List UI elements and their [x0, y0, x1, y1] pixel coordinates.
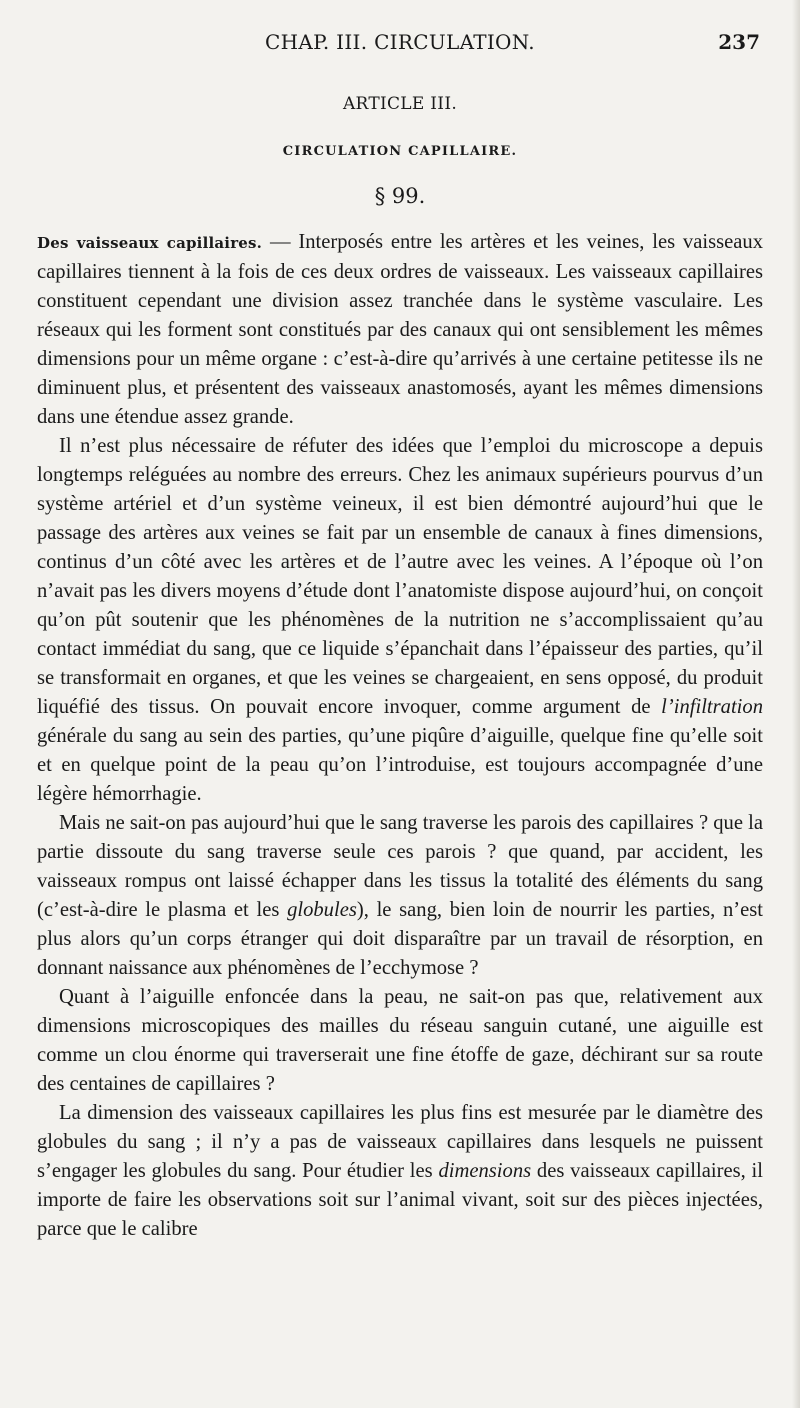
paragraph-text: Mais ne sait-on pas aujourd’hui que le sang traverse les parois des capillaires ? que la partie dissoute du sang traverse seule ces parois ? que quand, par accident, les vaisseaux rompus ont laissé échapper dans les tissus la totalité des éléments du sang (c’est-à-dire le plasma et les — [37, 812, 763, 921]
body-text — [37, 228, 763, 1244]
paragraph-text: La dimension des vaisseaux capillaires les plus fins est mesurée par le diamètre des globules du sang ; il n’y a pas de vaisseaux capillaires dans lesquels ne puissent s’engager les globules du sang. Pour étudier les — [37, 1102, 763, 1182]
paragraph-text-after: ), le sang, bien loin de nourrir les parties, n’est plus alors qu’un corps étranger qui doit disparaître par un travail de résorption, en donnant naissance aux phénomènes de l’ecchymose ? — [37, 899, 764, 979]
paragraph-text-after: des vaisseaux capillaires, il importe de faire les observations soit sur l’animal vivant, soit sur des pièces injectées, parce que le calibre — [37, 1160, 763, 1240]
page-number: 237 — [718, 30, 760, 54]
paragraph-3 — [37, 809, 763, 983]
paragraph-lead: Des vaisseaux capillaires. — [37, 234, 263, 252]
paragraph-2 — [37, 432, 763, 809]
section-number: § 99. — [374, 184, 426, 208]
paragraph-1 — [37, 228, 763, 432]
paragraph-5 — [37, 1099, 763, 1244]
paragraph-text: Quant à l’aiguille enfoncée dans la peau, ne sait-on pas que, relativement aux dimensions microscopiques des mailles du réseau sanguin cutané, une aiguille est comme un clou énorme qui traverserait une fine étoffe de gaze, déchirant sur sa route des centaines de capillaires ? — [37, 986, 763, 1095]
running-head — [0, 30, 800, 62]
paragraph-text: — Interposés entre les artères et les veines, les vaisseaux capillaires tiennent à la fois de ces deux ordres de vaisseaux. Les vaisseaux capillaires constituent cependant une division assez tranchée dans le système vasculaire. Les réseaux qui les forment sont constitués par des canaux qui ont sensiblement les mêmes dimensions pour un même organe : c’est-à-dire qu’arrivés à une certaine petitesse ils ne diminuent plus, et présentent des vaisseaux anastomosés, ayant les mêmes dimensions dans une étendue assez grande. — [37, 231, 763, 428]
italic-term: l’infiltration — [661, 696, 763, 718]
italic-term: globules — [287, 899, 357, 921]
article-title: ARTICLE III. — [342, 94, 458, 114]
paragraph-text: Il n’est plus nécessaire de réfuter des idées que l’emploi du microscope a depuis longtemps reléguées au nombre des erreurs. Chez les animaux supérieurs pourvus d’un système artériel et d’un système veineux, il est bien démontré aujourd’hui que le passage des artères aux veines se fait par un ensemble de canaux à fines dimensions, continus d’un côté avec les artères et de l’autre avec les veines. A l’époque où l’on n’avait pas les divers moyens d’étude dont l’anatomiste dispose aujourd’hui, on conçoit qu’on pût soutenir que les phénomènes de la nutrition ne s’accomplissaient qu’au contact immédiat du sang, que ce liquide s’épanchait dans l’épaisseur des parties, qu’il se transformait en organes, et que les veines se chargeaient, en sens opposé, du produit liquéfié des tissus. On pouvait encore invoquer, comme argument de — [37, 435, 763, 718]
scan-edge-shadow — [792, 0, 800, 1408]
section-title: CIRCULATION CAPILLAIRE. — [282, 144, 518, 159]
paragraph-text-after: générale du sang au sein des parties, qu’une piqûre d’aiguille, quelque fine qu’elle soit et en quelque point de la peau qu’on l’introduise, est toujours accompagnée d’une légère hémorrhagie. — [37, 725, 763, 805]
paragraph-4 — [37, 983, 763, 1099]
running-title: CHAP. III. CIRCULATION. — [265, 30, 535, 54]
italic-term: dimensions — [438, 1160, 532, 1182]
